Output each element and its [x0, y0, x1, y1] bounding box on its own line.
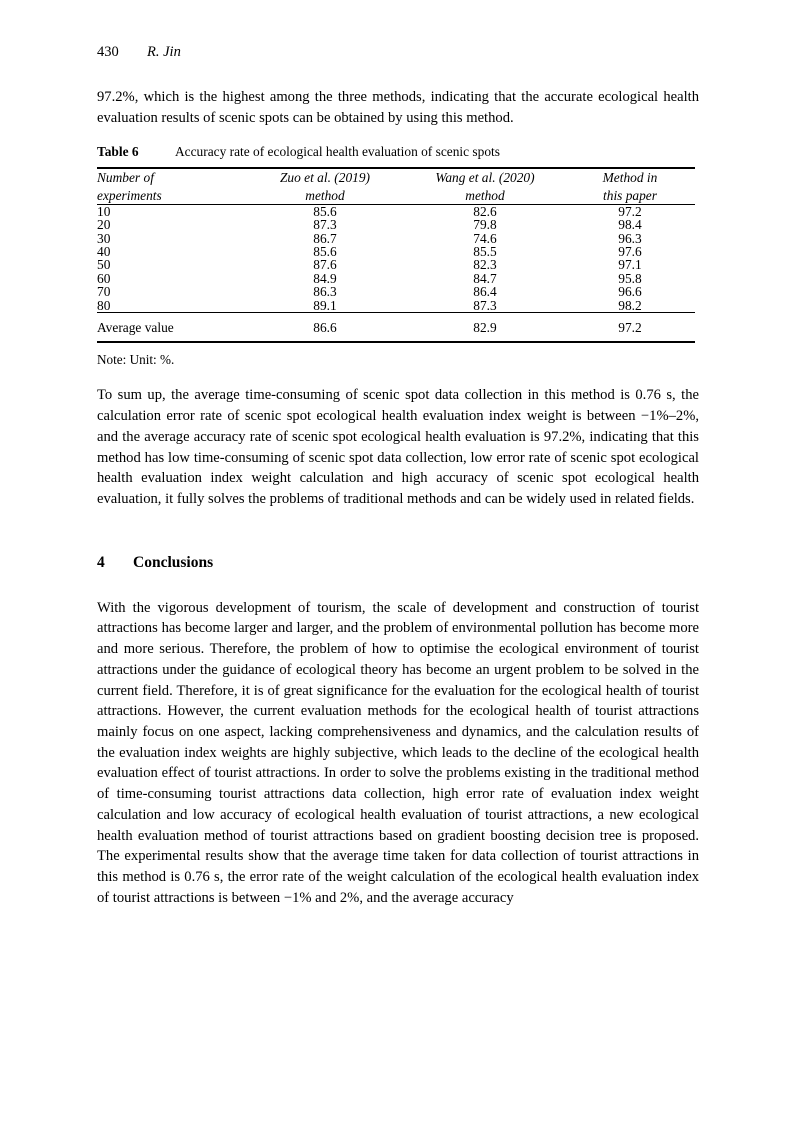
paragraph-conclusions: With the vigorous development of tourism, the scale of development and construction of tourist attractions has become larger and larger, and the problem of environmental pollution has become more and more serious. Therefore, the problem of how to optimise the ecological environment of tourist attractions under the guidance of ecological theory has become an urgent problem to be solved in the current field. Therefore, it is of great significance for the evaluation for the ecological health of tourist attractions. However, the current evaluation methods for the ecological health of tourist attractions mainly focus on one aspect, lacking comprehensiveness and dynamics, and the calculation results of the evaluation index weights are highly subjective, which leads to the decline of the ecological health evaluation effect of tourist attractions. In order to solve the problems existing in the traditional method of time-consuming tourist attractions data collection, high error rate of evaluation index weight calculation and low accuracy of ecological health evaluation of tourist attractions, a new ecological health evaluation method of tourist attractions based on gradient boosting decision tree is proposed. The experimental results show that the average time taken for data collection of tourist attractions in this method is 0.76 s, the error rate of the weight calculation of the ecological health evaluation index of tourist attractions is between −1% and 2%, and the average accuracy — [97, 599, 699, 906]
column-header-zuo — [245, 168, 405, 204]
section-number: 4 — [97, 553, 105, 571]
table-row — [97, 232, 695, 245]
cell-wang: 86.4 — [473, 284, 497, 300]
column-header-zuo-line1: Zuo et al. (2019) — [279, 170, 370, 186]
table-header — [97, 168, 695, 204]
cell-wang: 74.6 — [473, 230, 497, 246]
column-header-experiments-line1: Number of — [97, 170, 154, 186]
cell-paper: 97.6 — [618, 243, 642, 259]
cell-zuo: 87.3 — [313, 217, 337, 233]
cell-zuo: 86.7 — [313, 230, 337, 246]
cell-wang: 85.5 — [473, 243, 497, 259]
section-heading-conclusions — [97, 554, 699, 572]
cell-wang: 82.6 — [405, 204, 565, 218]
cell-wang: 79.8 — [473, 217, 497, 233]
cell-experiments: 50 — [97, 257, 111, 273]
cell-paper: 98.2 — [618, 297, 642, 313]
column-header-experiments-line2: experiments — [97, 187, 162, 203]
running-header — [97, 44, 699, 61]
table-row — [97, 245, 695, 258]
cell-wang: 84.7 — [473, 270, 497, 286]
column-header-paper-line2: this paper — [603, 187, 657, 203]
table-row — [97, 258, 695, 271]
cell-experiments: 80 — [97, 297, 111, 313]
table-label: Table 6 — [97, 144, 139, 160]
cell-experiments: 60 — [97, 270, 111, 286]
header-author: R. Jin — [147, 44, 181, 60]
cell-paper: 97.2 — [565, 204, 695, 218]
cell-wang: 82.3 — [473, 257, 497, 273]
column-header-paper — [565, 168, 695, 204]
table-header-row — [97, 168, 695, 204]
cell-experiments: 10 — [97, 204, 245, 218]
cell-wang: 82.9 — [405, 313, 565, 343]
column-header-wang-line1: Wang et al. (2020) — [435, 170, 535, 186]
accuracy-table — [97, 167, 695, 343]
table-row — [97, 285, 695, 298]
table-row — [97, 299, 695, 313]
table-row — [97, 272, 695, 285]
table-body — [97, 204, 695, 342]
column-header-paper-line1: Method in — [602, 170, 658, 186]
column-header-wang — [405, 168, 565, 204]
page-content — [97, 44, 699, 909]
cell-paper: 96.3 — [618, 230, 642, 246]
column-header-wang-line2: method — [465, 187, 505, 203]
paragraph-summary: To sum up, the average time-consuming of scenic spot data collection in this method is 0.76 s, the calculation error rate of scenic spot ecological health evaluation index weight is between −1%–2%, and the average accuracy rate of scenic spot ecological health evaluation is 97.2%, indicating that this method has low time-consuming of scenic spot data collection, low error rate of scenic spot ecological health evaluation index weight calculation and high accuracy of scenic spot ecological health evaluation, it fully solves the problems of traditional methods and can be widely used in related fields. — [97, 387, 699, 507]
cell-zuo: 87.6 — [313, 257, 337, 273]
cell-paper: 96.6 — [618, 284, 642, 300]
cell-zuo: 85.6 — [313, 243, 337, 259]
paragraph-intro: 97.2%, which is the highest among the three methods, indicating that the accurate ecological health evaluation results of scenic spots can be obtained by using this method. — [97, 89, 699, 126]
cell-wang: 87.3 — [473, 297, 497, 313]
cell-zuo: 86.6 — [245, 313, 405, 343]
table-row-average — [97, 313, 695, 343]
cell-experiments: 30 — [97, 230, 111, 246]
table-row — [97, 204, 695, 218]
table-note: Note: Unit: %. — [97, 352, 175, 368]
cell-paper: 97.2 — [565, 313, 695, 343]
column-header-experiments — [97, 168, 245, 204]
section-title: Conclusions — [133, 553, 214, 571]
cell-zuo: 89.1 — [313, 297, 337, 313]
table-caption-text: Accuracy rate of ecological health evaluation of scenic spots — [175, 144, 500, 160]
table-row — [97, 218, 695, 231]
page-number: 430 — [97, 44, 119, 60]
cell-experiments: 70 — [97, 284, 111, 300]
cell-experiments: 20 — [97, 217, 111, 233]
cell-experiments: 40 — [97, 243, 111, 259]
column-header-zuo-line2: method — [305, 187, 345, 203]
cell-paper: 95.8 — [618, 270, 642, 286]
cell-experiments: Average value — [97, 313, 245, 343]
cell-paper: 98.4 — [618, 217, 642, 233]
cell-zuo: 85.6 — [245, 204, 405, 218]
cell-paper: 97.1 — [618, 257, 642, 273]
table-caption — [97, 144, 699, 160]
cell-zuo: 84.9 — [313, 270, 337, 286]
cell-zuo: 86.3 — [313, 284, 337, 300]
